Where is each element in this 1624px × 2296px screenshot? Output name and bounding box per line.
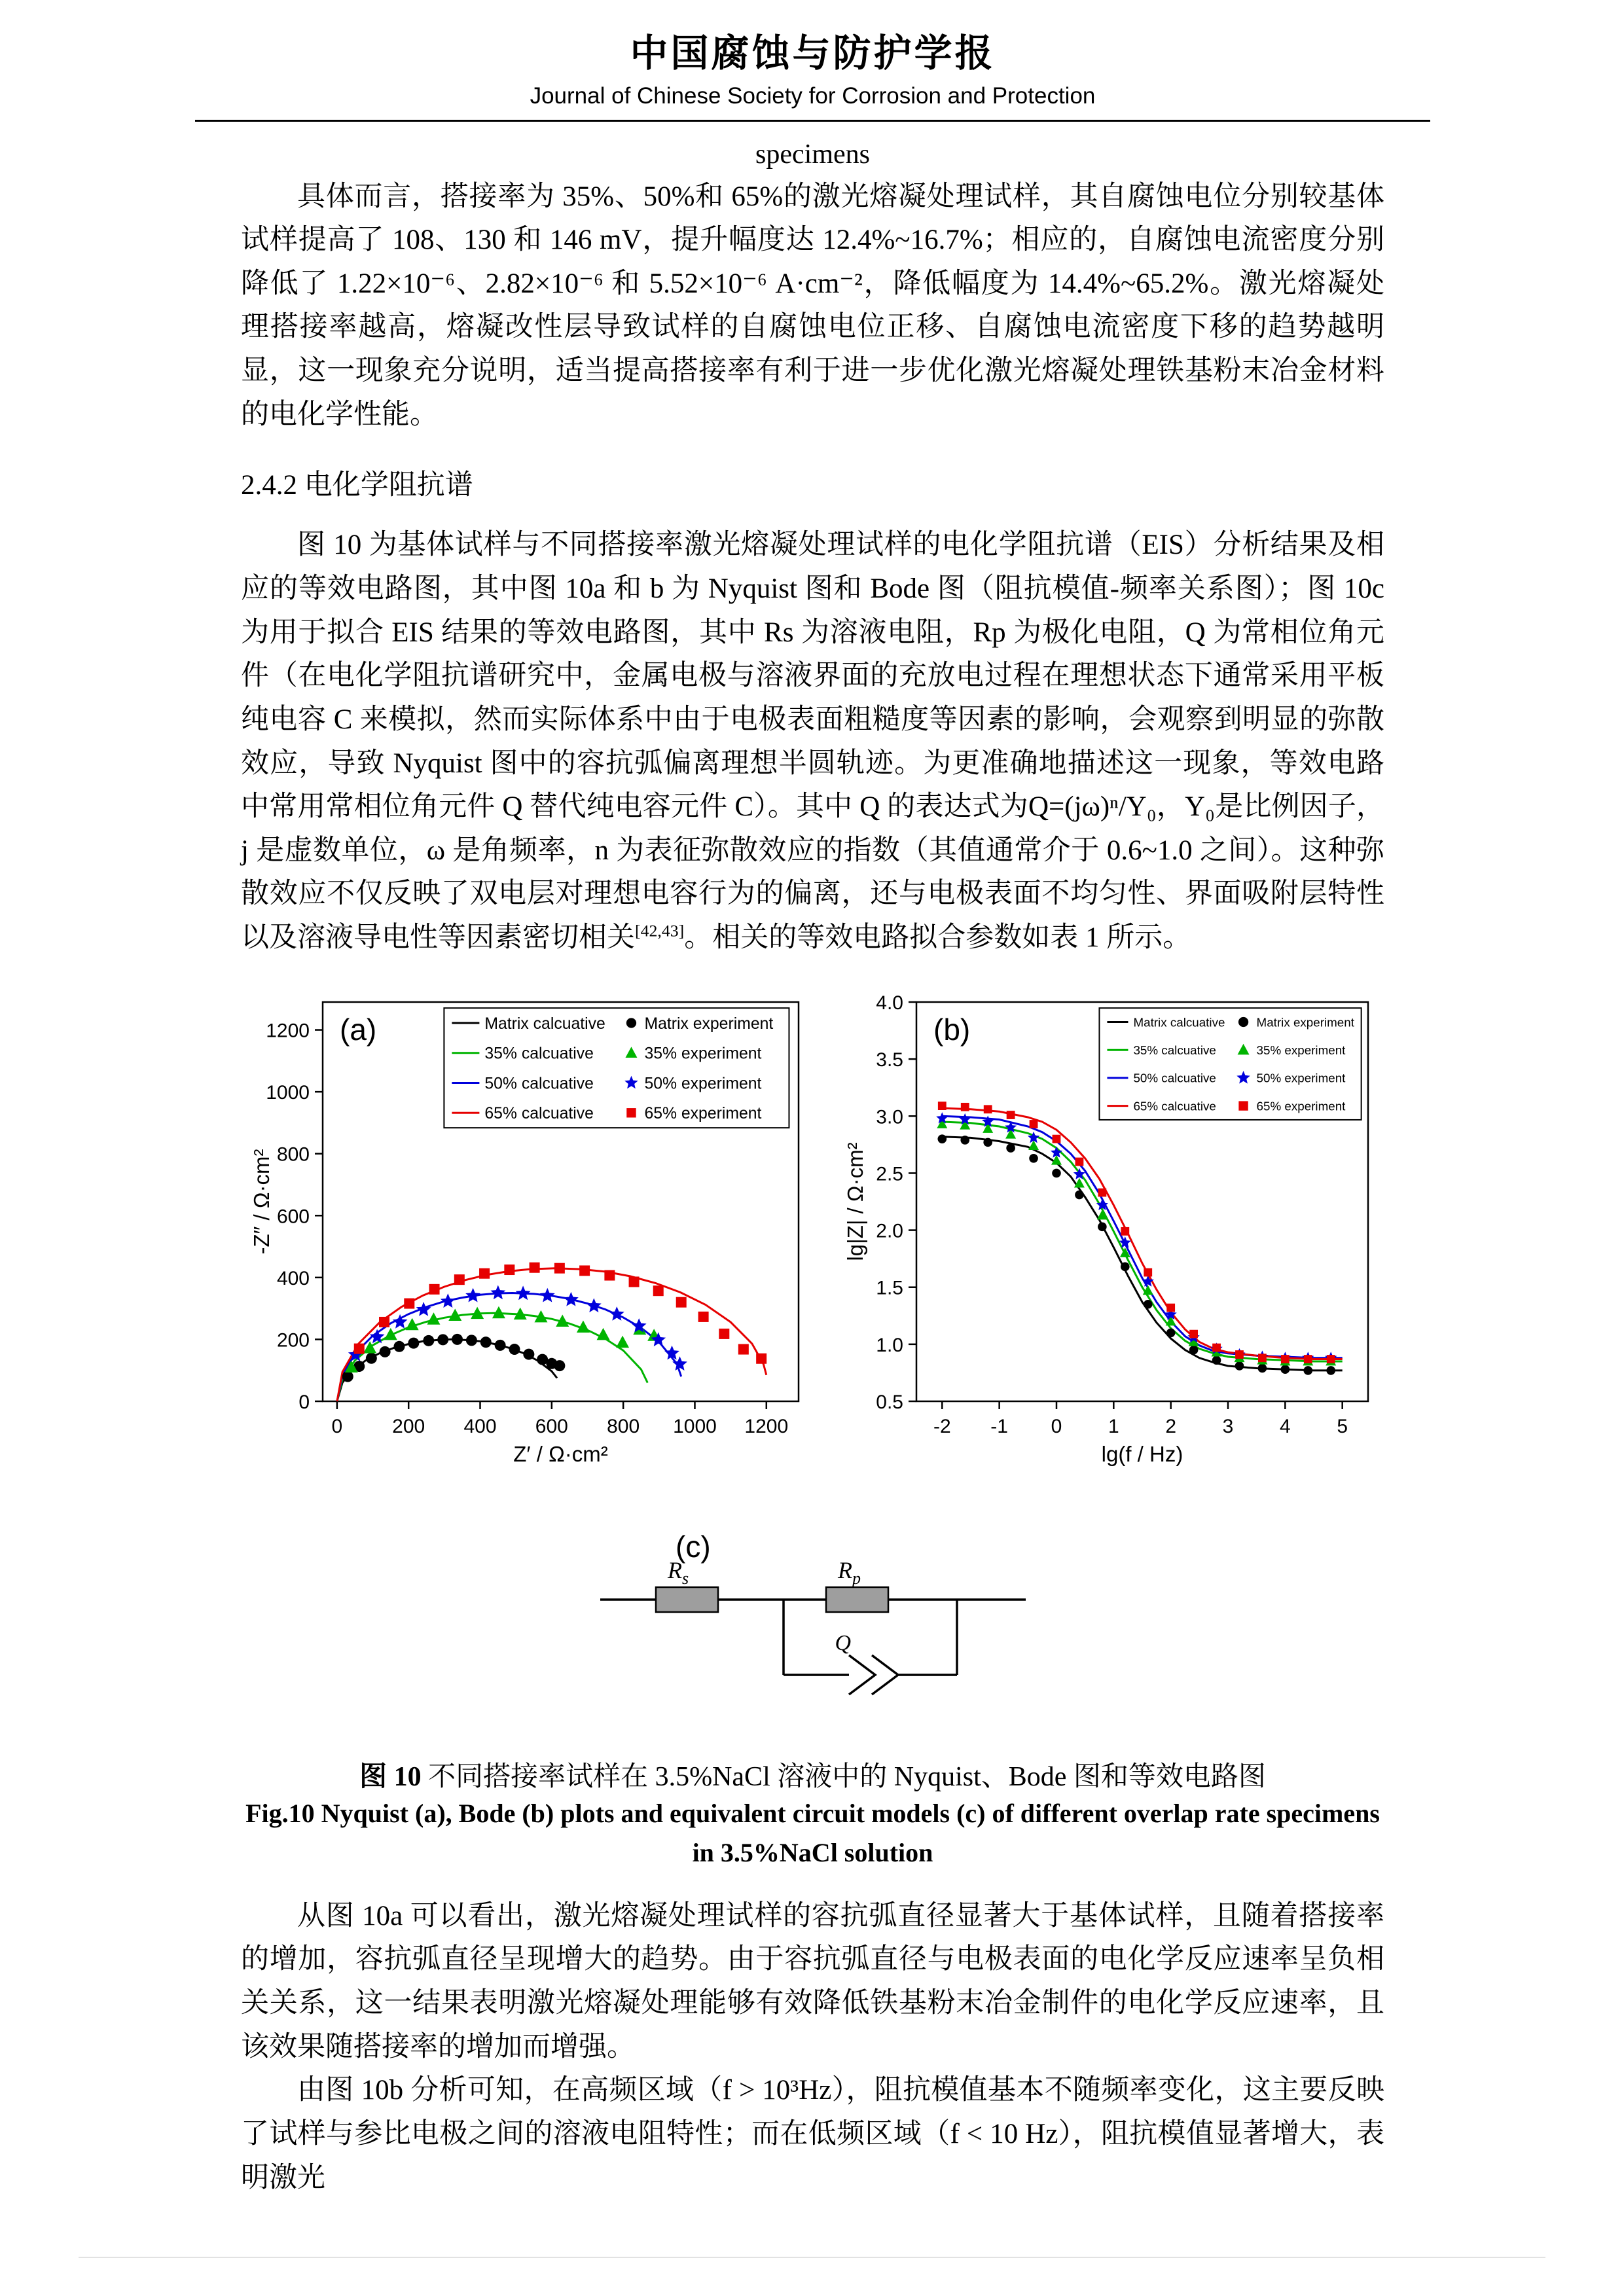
legend-label: 50% experiment	[1256, 1071, 1346, 1085]
legend-label: 65% calcuative	[1133, 1099, 1216, 1113]
bode-plot-svg	[843, 989, 1380, 1467]
marker-star-icon	[564, 1292, 579, 1306]
marker-square-icon	[626, 1108, 636, 1117]
equivalent-circuit-diagram	[590, 1524, 1036, 1721]
marker-square-icon	[1238, 1101, 1248, 1110]
x-axis-label: lg(f / Hz)	[1101, 1441, 1183, 1466]
y-tick-label: 400	[276, 1267, 310, 1289]
figure-caption-zh-number: 图 10	[359, 1761, 422, 1792]
x-tick-label: 600	[535, 1415, 568, 1437]
marker-circle-icon	[1238, 1017, 1248, 1027]
legend-label: Matrix experiment	[644, 1014, 774, 1033]
figure-caption-en-line2: in 3.5%NaCl solution	[692, 1837, 933, 1867]
marker-star-icon	[441, 1293, 456, 1308]
marker-circle-icon	[466, 1335, 477, 1346]
marker-square-icon	[479, 1268, 490, 1278]
marker-star-icon	[516, 1285, 531, 1300]
marker-circle-icon	[495, 1340, 506, 1351]
label-rs: $R_s$	[667, 1556, 689, 1588]
marker-circle-icon	[509, 1344, 520, 1355]
journal-title-en: Journal of Chinese Society for Corrosion and Protection	[530, 82, 1096, 109]
footer-rule	[79, 2257, 1545, 2258]
circuit-row	[241, 1524, 1384, 1721]
legend-label: 35% experiment	[1256, 1043, 1346, 1057]
y-tick-label: 2.5	[876, 1163, 903, 1185]
figure-caption	[241, 1755, 1384, 1873]
marker-square-icon	[756, 1353, 767, 1363]
marker-square-icon	[676, 1297, 687, 1307]
y-tick-label: 800	[276, 1143, 310, 1166]
marker-square-icon	[1235, 1350, 1244, 1359]
marker-square-icon	[629, 1276, 640, 1287]
y-tick-label: 0	[298, 1391, 310, 1413]
marker-circle-icon	[523, 1348, 534, 1359]
legend-label: 50% experiment	[644, 1075, 762, 1093]
marker-square-icon	[653, 1285, 664, 1296]
x-axis-label: Z′ / Ω·cm²	[513, 1441, 608, 1466]
x-tick-label: 5	[1337, 1415, 1348, 1437]
series-line	[942, 1122, 1342, 1361]
figure-caption-en-line1: Fig.10 Nyquist (a), Bode (b) plots and equivalent circuit models (c) of different overlap rate specimens	[245, 1798, 1380, 1828]
marker-triangle-icon	[1028, 1140, 1039, 1150]
x-tick-label: 1	[1108, 1415, 1119, 1437]
y-axis-label: -Z″ / Ω·cm²	[249, 1149, 274, 1255]
marker-square-icon	[738, 1344, 749, 1354]
marker-square-icon	[1007, 1111, 1015, 1119]
marker-circle-icon	[452, 1334, 463, 1345]
legend-label: Matrix experiment	[1256, 1015, 1354, 1030]
y-tick-label: 1.5	[876, 1277, 903, 1299]
x-tick-label: 1000	[673, 1415, 717, 1437]
paragraph-bode-analysis: 由图 10b 分析可知，在高频区域（f > 10³Hz），阻抗模值基本不随频率变化，这主要反映了试样与参比电极之间的溶液电阻特性；而在低频区域（f < 10 Hz），阻抗模值显著增大，表明激光	[241, 2075, 1384, 2193]
y-axis-label: lg|Z| / Ω·cm²	[843, 1142, 867, 1261]
article-body	[241, 139, 1384, 2200]
marker-circle-icon	[1075, 1190, 1084, 1199]
marker-circle-icon	[1258, 1363, 1267, 1372]
marker-square-icon	[404, 1298, 414, 1308]
x-tick-label: 4	[1280, 1415, 1291, 1437]
marker-square-icon	[454, 1274, 465, 1285]
marker-circle-icon	[380, 1346, 391, 1357]
marker-square-icon	[579, 1265, 590, 1276]
marker-circle-icon	[1006, 1143, 1015, 1153]
x-tick-label: 0	[331, 1415, 343, 1437]
marker-circle-icon	[366, 1353, 377, 1364]
marker-square-icon	[1075, 1157, 1084, 1166]
x-tick-label: 0	[1051, 1415, 1062, 1437]
legend-label: 35% calcuative	[1133, 1043, 1216, 1057]
series-line	[942, 1136, 1342, 1370]
legend-label: Matrix calcuative	[484, 1014, 605, 1033]
marker-circle-icon	[480, 1336, 492, 1348]
paragraph-eis-main: 图 10 为基体试样与不同搭接率激光熔凝处理试样的电化学阻抗谱（EIS）分析结果及相应的等效电路图，其中图 10a 和 b 为 Nyquist 图和 Bode 图（阻抗模值-频率关系图）；图 10c 为用于拟合 EIS 结果的等效电路图，其中 Rs 为溶液电阻，Rp 为极化电阻，Q 为常相位角元件（在电化学阻抗谱研究中，金属电极与溶液界面的充放电过程在理想状态下通常采用平板纯电容 C 来模拟，然而实际体系中由于电极表面粗糙度等因素的影响，会观察到明显的弥散效应，导致 Nyquist 图中的容抗弧偏离理想半圆轨迹。为更准确地描述这一现象，等效电路中常用常相位角元件 Q 替代纯电容元件 C）。其中 Q 的表达式为Q=(jω)ⁿ/Y₀，Y₀是比例因子，j 是虚数单位，ω 是角频率，n 为表征弥散效应的指数（其值通常介于 0.6~1.0 之间）。这种弥散效应不仅反映了双电层对理想电容行为的偏离，还与电极表面不均匀性、界面吸附层特性以及溶液导电性等因素密切相关	[241, 529, 1384, 954]
marker-circle-icon	[938, 1134, 947, 1143]
marker-circle-icon	[626, 1018, 636, 1028]
y-tick-label: 0.5	[876, 1391, 903, 1413]
resistor-rs	[656, 1587, 718, 1612]
marker-square-icon	[1098, 1188, 1106, 1196]
series-line	[942, 1116, 1342, 1358]
x-tick-label: -1	[990, 1415, 1008, 1437]
paragraph-nyquist-analysis: 从图 10a 可以看出，激光熔凝处理试样的容抗弧直径显著大于基体试样，且随着搭接率的增加，容抗弧直径呈现增大的趋势。由于容抗弧直径与电极表面的电化学反应速率呈负相关关系，这一结果表明激光熔凝处理能够有效降低铁基粉末冶金制件的电化学反应速率，且该效果随搭接率的增加而增强。	[241, 1900, 1384, 2062]
marker-circle-icon	[1212, 1355, 1221, 1365]
journal-header	[241, 30, 1384, 122]
y-tick-label: 3.0	[876, 1106, 903, 1128]
marker-circle-icon	[983, 1138, 992, 1147]
legend-label: 65% experiment	[644, 1104, 762, 1122]
panel-label: (b)	[933, 1012, 971, 1047]
legend-label: 65% experiment	[1256, 1099, 1346, 1113]
marker-circle-icon	[1166, 1328, 1176, 1337]
marker-star-icon	[416, 1302, 431, 1316]
marker-square-icon	[1166, 1303, 1175, 1312]
legend-label: 35% experiment	[644, 1045, 762, 1063]
legend-label: Matrix calcuative	[1133, 1015, 1225, 1030]
marker-square-icon	[1121, 1227, 1129, 1236]
legend-label: 35% calcuative	[484, 1045, 594, 1063]
marker-square-icon	[698, 1312, 709, 1322]
y-tick-label: 1000	[266, 1081, 310, 1103]
nyquist-plot-svg	[241, 989, 810, 1467]
marker-square-icon	[354, 1343, 365, 1354]
marker-circle-icon	[342, 1371, 353, 1382]
marker-circle-icon	[1326, 1366, 1335, 1375]
charts-row	[241, 989, 1384, 1467]
series-line	[942, 1108, 1342, 1359]
marker-square-icon	[1281, 1355, 1290, 1363]
label-rp: $R_p$	[837, 1556, 861, 1588]
label-q: Q	[834, 1630, 851, 1655]
x-tick-label: 400	[463, 1415, 497, 1437]
marker-circle-icon	[1281, 1365, 1290, 1374]
x-tick-label: 200	[392, 1415, 425, 1437]
marker-star-icon	[540, 1288, 555, 1302]
marker-square-icon	[429, 1284, 440, 1295]
marker-circle-icon	[1098, 1222, 1107, 1231]
marker-circle-icon	[1189, 1346, 1199, 1355]
paragraph-eis-tail: 。相关的等效电路拟合参数如表 1 所示。	[684, 922, 1191, 954]
marker-star-icon	[490, 1285, 505, 1299]
marker-star-icon	[1142, 1275, 1154, 1286]
marker-circle-icon	[554, 1360, 565, 1371]
marker-square-icon	[1304, 1355, 1312, 1363]
figure-caption-zh-text: 不同搭接率试样在 3.5%NaCl 溶液中的 Nyquist、Bode 图和等效电路图	[421, 1761, 1266, 1792]
resistor-rp	[826, 1587, 888, 1612]
y-tick-label: 200	[276, 1329, 310, 1352]
marker-triangle-icon	[616, 1335, 629, 1348]
marker-square-icon	[938, 1102, 947, 1110]
marker-square-icon	[1327, 1355, 1335, 1363]
journal-title-zh: 中国腐蚀与防护学报	[630, 32, 996, 75]
paragraph-corrosion-results: 具体而言，搭接率为 35%、50%和 65%的激光熔凝处理试样，其自腐蚀电位分别较基体试样提高了 108、130 和 146 mV，提升幅度达 12.4%~16.7%；相应的，自腐蚀电流密度分别降低了 1.22×10⁻⁶、2.82×10⁻⁶ 和 5.52×10⁻⁶ A·cm⁻²，降低幅度为 14.4%~65.2%。激光熔凝处理搭接率越高，熔凝改性层导致试样的自腐蚀电位正移、自腐蚀电流密度下移的趋势越明显，这一现象充分说明，适当提高搭接率有利于进一步优化激光熔凝处理铁基粉末冶金材料的电化学性能。	[241, 181, 1384, 430]
marker-square-icon	[1212, 1343, 1221, 1352]
marker-square-icon	[961, 1103, 969, 1111]
specimens-label: specimens	[755, 139, 870, 170]
section-heading-2-4-2: 2.4.2 电化学阻抗谱	[241, 470, 473, 501]
marker-square-icon	[530, 1262, 540, 1272]
series-line	[337, 1268, 767, 1401]
figure-10	[241, 989, 1384, 1873]
y-tick-label: 1.0	[876, 1334, 903, 1356]
marker-circle-icon	[1303, 1366, 1312, 1375]
marker-circle-icon	[1121, 1262, 1130, 1271]
marker-star-icon	[672, 1356, 687, 1371]
marker-square-icon	[604, 1270, 615, 1280]
x-tick-label: 800	[607, 1415, 640, 1437]
marker-star-icon	[609, 1306, 624, 1321]
marker-square-icon	[719, 1329, 729, 1339]
marker-triangle-icon	[597, 1328, 610, 1340]
marker-circle-icon	[1235, 1361, 1244, 1371]
y-tick-label: 3.5	[876, 1049, 903, 1071]
marker-square-icon	[1030, 1120, 1038, 1128]
marker-circle-icon	[1029, 1154, 1038, 1163]
marker-star-icon	[586, 1298, 602, 1312]
marker-circle-icon	[408, 1337, 419, 1348]
x-tick-label: -2	[933, 1415, 951, 1437]
marker-square-icon	[984, 1105, 992, 1113]
marker-star-icon	[465, 1288, 480, 1302]
marker-circle-icon	[393, 1341, 405, 1352]
marker-square-icon	[1053, 1134, 1061, 1143]
marker-circle-icon	[1052, 1168, 1061, 1177]
panel-label-c: (c)	[675, 1529, 711, 1564]
marker-square-icon	[554, 1263, 565, 1273]
marker-square-icon	[379, 1317, 389, 1327]
header-rule	[195, 120, 1430, 122]
marker-square-icon	[504, 1265, 514, 1275]
citation-ref: [42,43]	[635, 921, 685, 941]
panel-label: (a)	[340, 1012, 377, 1047]
marker-square-icon	[1144, 1268, 1152, 1276]
figure-caption-zh	[241, 1755, 1384, 1794]
bode-chart	[843, 989, 1380, 1467]
cpe-symbol-chevron-1	[849, 1655, 875, 1695]
y-tick-label: 1200	[266, 1020, 310, 1042]
marker-circle-icon	[1144, 1300, 1153, 1309]
marker-square-icon	[1258, 1354, 1267, 1362]
x-tick-label: 1200	[744, 1415, 789, 1437]
x-tick-label: 2	[1165, 1415, 1177, 1437]
legend-label: 50% calcuative	[1133, 1071, 1216, 1085]
marker-square-icon	[1189, 1330, 1198, 1338]
legend-label: 50% calcuative	[484, 1075, 594, 1093]
y-tick-label: 4.0	[876, 992, 903, 1014]
x-tick-label: 3	[1222, 1415, 1234, 1437]
nyquist-chart	[241, 989, 810, 1467]
marker-circle-icon	[437, 1334, 448, 1345]
marker-circle-icon	[960, 1136, 969, 1145]
y-tick-label: 2.0	[876, 1220, 903, 1242]
marker-circle-icon	[423, 1335, 434, 1346]
y-tick-label: 600	[276, 1206, 310, 1228]
paragraph-eis-description	[241, 524, 1384, 960]
legend-label: 65% calcuative	[484, 1104, 594, 1122]
